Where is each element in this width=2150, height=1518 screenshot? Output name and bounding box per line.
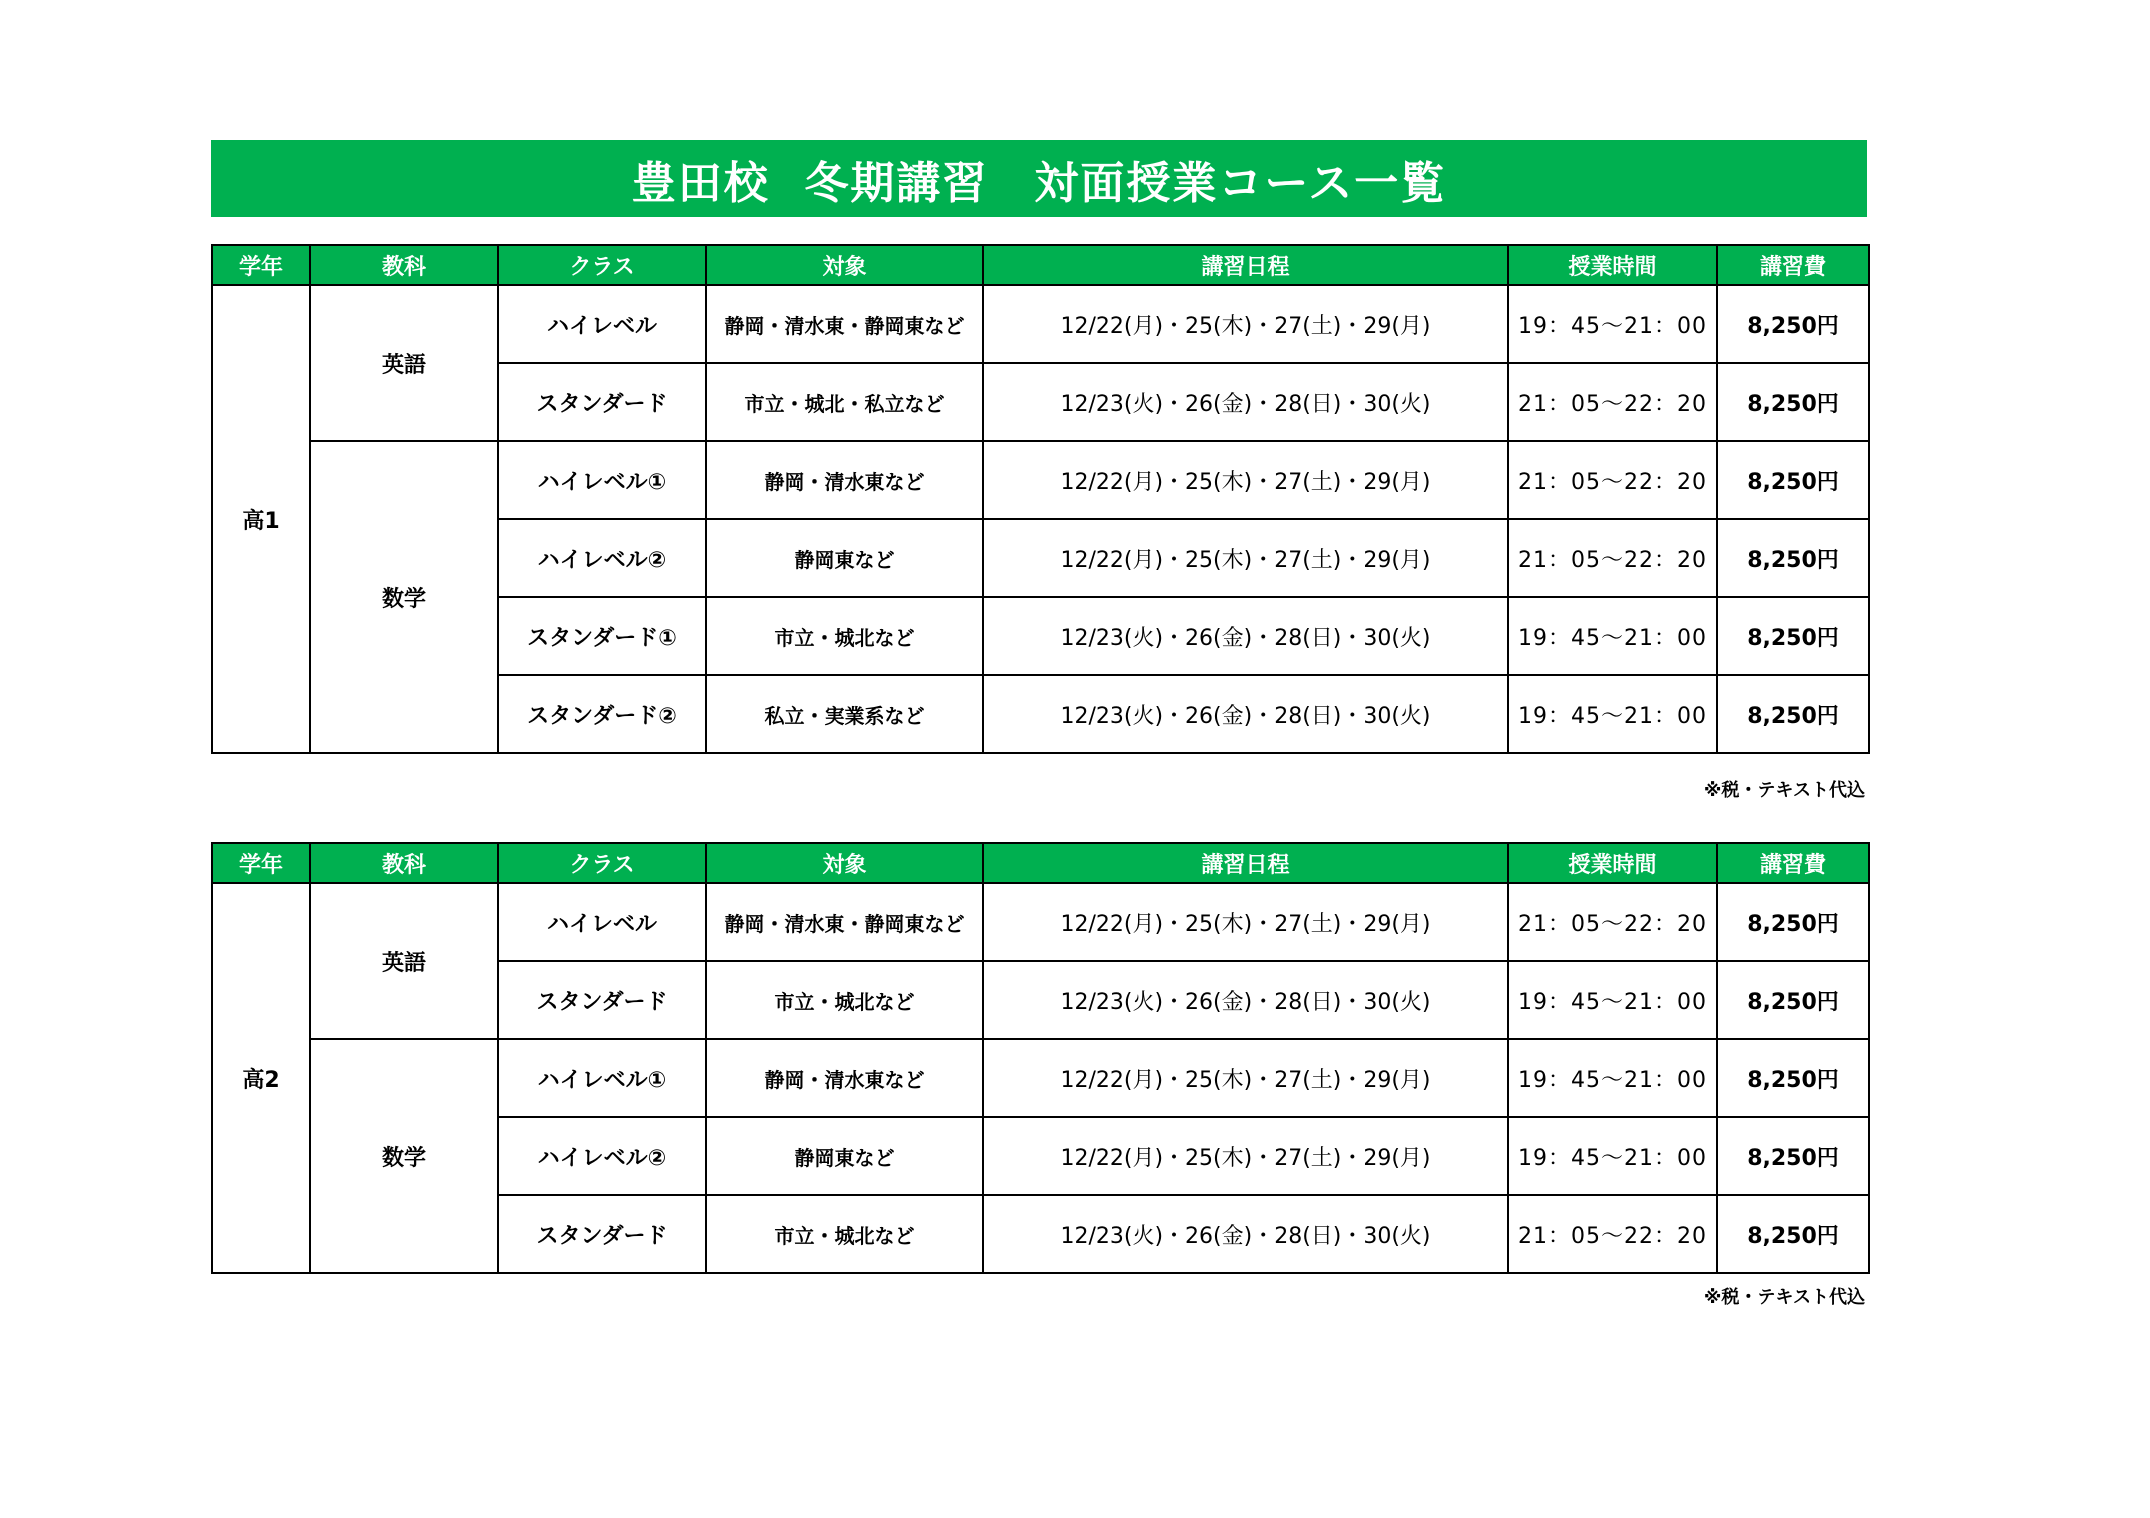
- subject-cell: 英語: [310, 285, 498, 441]
- target-cell: 静岡・清水東など: [706, 441, 983, 519]
- time-cell: 19：45～21：00: [1508, 597, 1717, 675]
- class-cell: ハイレベル: [498, 285, 706, 363]
- schedule-cell: 12/22(月)・25(木)・27(土)・29(月): [983, 1039, 1508, 1117]
- time-cell: 21：05～22：20: [1508, 519, 1717, 597]
- target-cell: 静岡・清水東・静岡東など: [706, 883, 983, 961]
- schedule-cell: 12/23(火)・26(金)・28(日)・30(火): [983, 363, 1508, 441]
- class-cell: スタンダード: [498, 363, 706, 441]
- header-class: クラス: [498, 843, 706, 883]
- time-cell: 21：05～22：20: [1508, 883, 1717, 961]
- header-grade: 学年: [212, 245, 310, 285]
- page-title: 豊田校 冬期講習 対面授業コース一覧: [631, 157, 1447, 209]
- header-fee: 講習費: [1717, 843, 1869, 883]
- subject-cell: 数学: [310, 441, 498, 753]
- header-subject: 教科: [310, 843, 498, 883]
- tax-note: ※税・テキスト代込: [1703, 1287, 1865, 1308]
- fee-cell: 8,250円: [1717, 1117, 1869, 1195]
- class-cell: ハイレベル①: [498, 1039, 706, 1117]
- schedule-cell: 12/22(月)・25(木)・27(土)・29(月): [983, 1117, 1508, 1195]
- fee-cell: 8,250円: [1717, 285, 1869, 363]
- time-cell: 21：05～22：20: [1508, 363, 1717, 441]
- time-cell: 19：45～21：00: [1508, 961, 1717, 1039]
- fee-cell: 8,250円: [1717, 961, 1869, 1039]
- title-banner: [211, 140, 1867, 217]
- header-schedule: 講習日程: [983, 843, 1508, 883]
- header-schedule: 講習日程: [983, 245, 1508, 285]
- class-cell: ハイレベル②: [498, 519, 706, 597]
- schedule-cell: 12/22(月)・25(木)・27(土)・29(月): [983, 519, 1508, 597]
- target-cell: 私立・実業系など: [706, 675, 983, 753]
- time-cell: 21：05～22：20: [1508, 441, 1717, 519]
- class-cell: スタンダード: [498, 1195, 706, 1273]
- schedule-cell: 12/23(火)・26(金)・28(日)・30(火): [983, 597, 1508, 675]
- header-target: 対象: [706, 843, 983, 883]
- fee-cell: 8,250円: [1717, 1195, 1869, 1273]
- table-row: [212, 285, 1869, 363]
- course-table-grade1: [211, 244, 1870, 754]
- schedule-cell: 12/23(火)・26(金)・28(日)・30(火): [983, 961, 1508, 1039]
- class-cell: スタンダード②: [498, 675, 706, 753]
- header-target: 対象: [706, 245, 983, 285]
- fee-cell: 8,250円: [1717, 441, 1869, 519]
- schedule-cell: 12/22(月)・25(木)・27(土)・29(月): [983, 441, 1508, 519]
- table-row: [212, 441, 1869, 519]
- class-cell: ハイレベル②: [498, 1117, 706, 1195]
- table-row: [212, 883, 1869, 961]
- table-header-row: [212, 245, 1869, 285]
- table-row: [212, 1039, 1869, 1117]
- fee-cell: 8,250円: [1717, 883, 1869, 961]
- target-cell: 市立・城北・私立など: [706, 363, 983, 441]
- class-cell: ハイレベル①: [498, 441, 706, 519]
- target-cell: 市立・城北など: [706, 1195, 983, 1273]
- fee-cell: 8,250円: [1717, 519, 1869, 597]
- schedule-cell: 12/23(火)・26(金)・28(日)・30(火): [983, 1195, 1508, 1273]
- grade-cell: 高1: [212, 285, 310, 753]
- course-table-grade2: [211, 842, 1870, 1274]
- fee-cell: 8,250円: [1717, 363, 1869, 441]
- header-subject: 教科: [310, 245, 498, 285]
- time-cell: 19：45～21：00: [1508, 1039, 1717, 1117]
- header-class: クラス: [498, 245, 706, 285]
- class-cell: スタンダード①: [498, 597, 706, 675]
- target-cell: 市立・城北など: [706, 597, 983, 675]
- time-cell: 21：05～22：20: [1508, 1195, 1717, 1273]
- class-cell: スタンダード: [498, 961, 706, 1039]
- subject-cell: 英語: [310, 883, 498, 1039]
- time-cell: 19：45～21：00: [1508, 1117, 1717, 1195]
- time-cell: 19：45～21：00: [1508, 675, 1717, 753]
- time-cell: 19：45～21：00: [1508, 285, 1717, 363]
- tax-note: ※税・テキスト代込: [1703, 780, 1865, 801]
- schedule-cell: 12/23(火)・26(金)・28(日)・30(火): [983, 675, 1508, 753]
- header-time: 授業時間: [1508, 245, 1717, 285]
- header-grade: 学年: [212, 843, 310, 883]
- schedule-cell: 12/22(月)・25(木)・27(土)・29(月): [983, 883, 1508, 961]
- schedule-cell: 12/22(月)・25(木)・27(土)・29(月): [983, 285, 1508, 363]
- header-fee: 講習費: [1717, 245, 1869, 285]
- target-cell: 市立・城北など: [706, 961, 983, 1039]
- class-cell: ハイレベル: [498, 883, 706, 961]
- target-cell: 静岡東など: [706, 1117, 983, 1195]
- fee-cell: 8,250円: [1717, 597, 1869, 675]
- fee-cell: 8,250円: [1717, 675, 1869, 753]
- table-header-row: [212, 843, 1869, 883]
- target-cell: 静岡・清水東・静岡東など: [706, 285, 983, 363]
- header-time: 授業時間: [1508, 843, 1717, 883]
- target-cell: 静岡東など: [706, 519, 983, 597]
- grade-cell: 高2: [212, 883, 310, 1273]
- subject-cell: 数学: [310, 1039, 498, 1273]
- target-cell: 静岡・清水東など: [706, 1039, 983, 1117]
- fee-cell: 8,250円: [1717, 1039, 1869, 1117]
